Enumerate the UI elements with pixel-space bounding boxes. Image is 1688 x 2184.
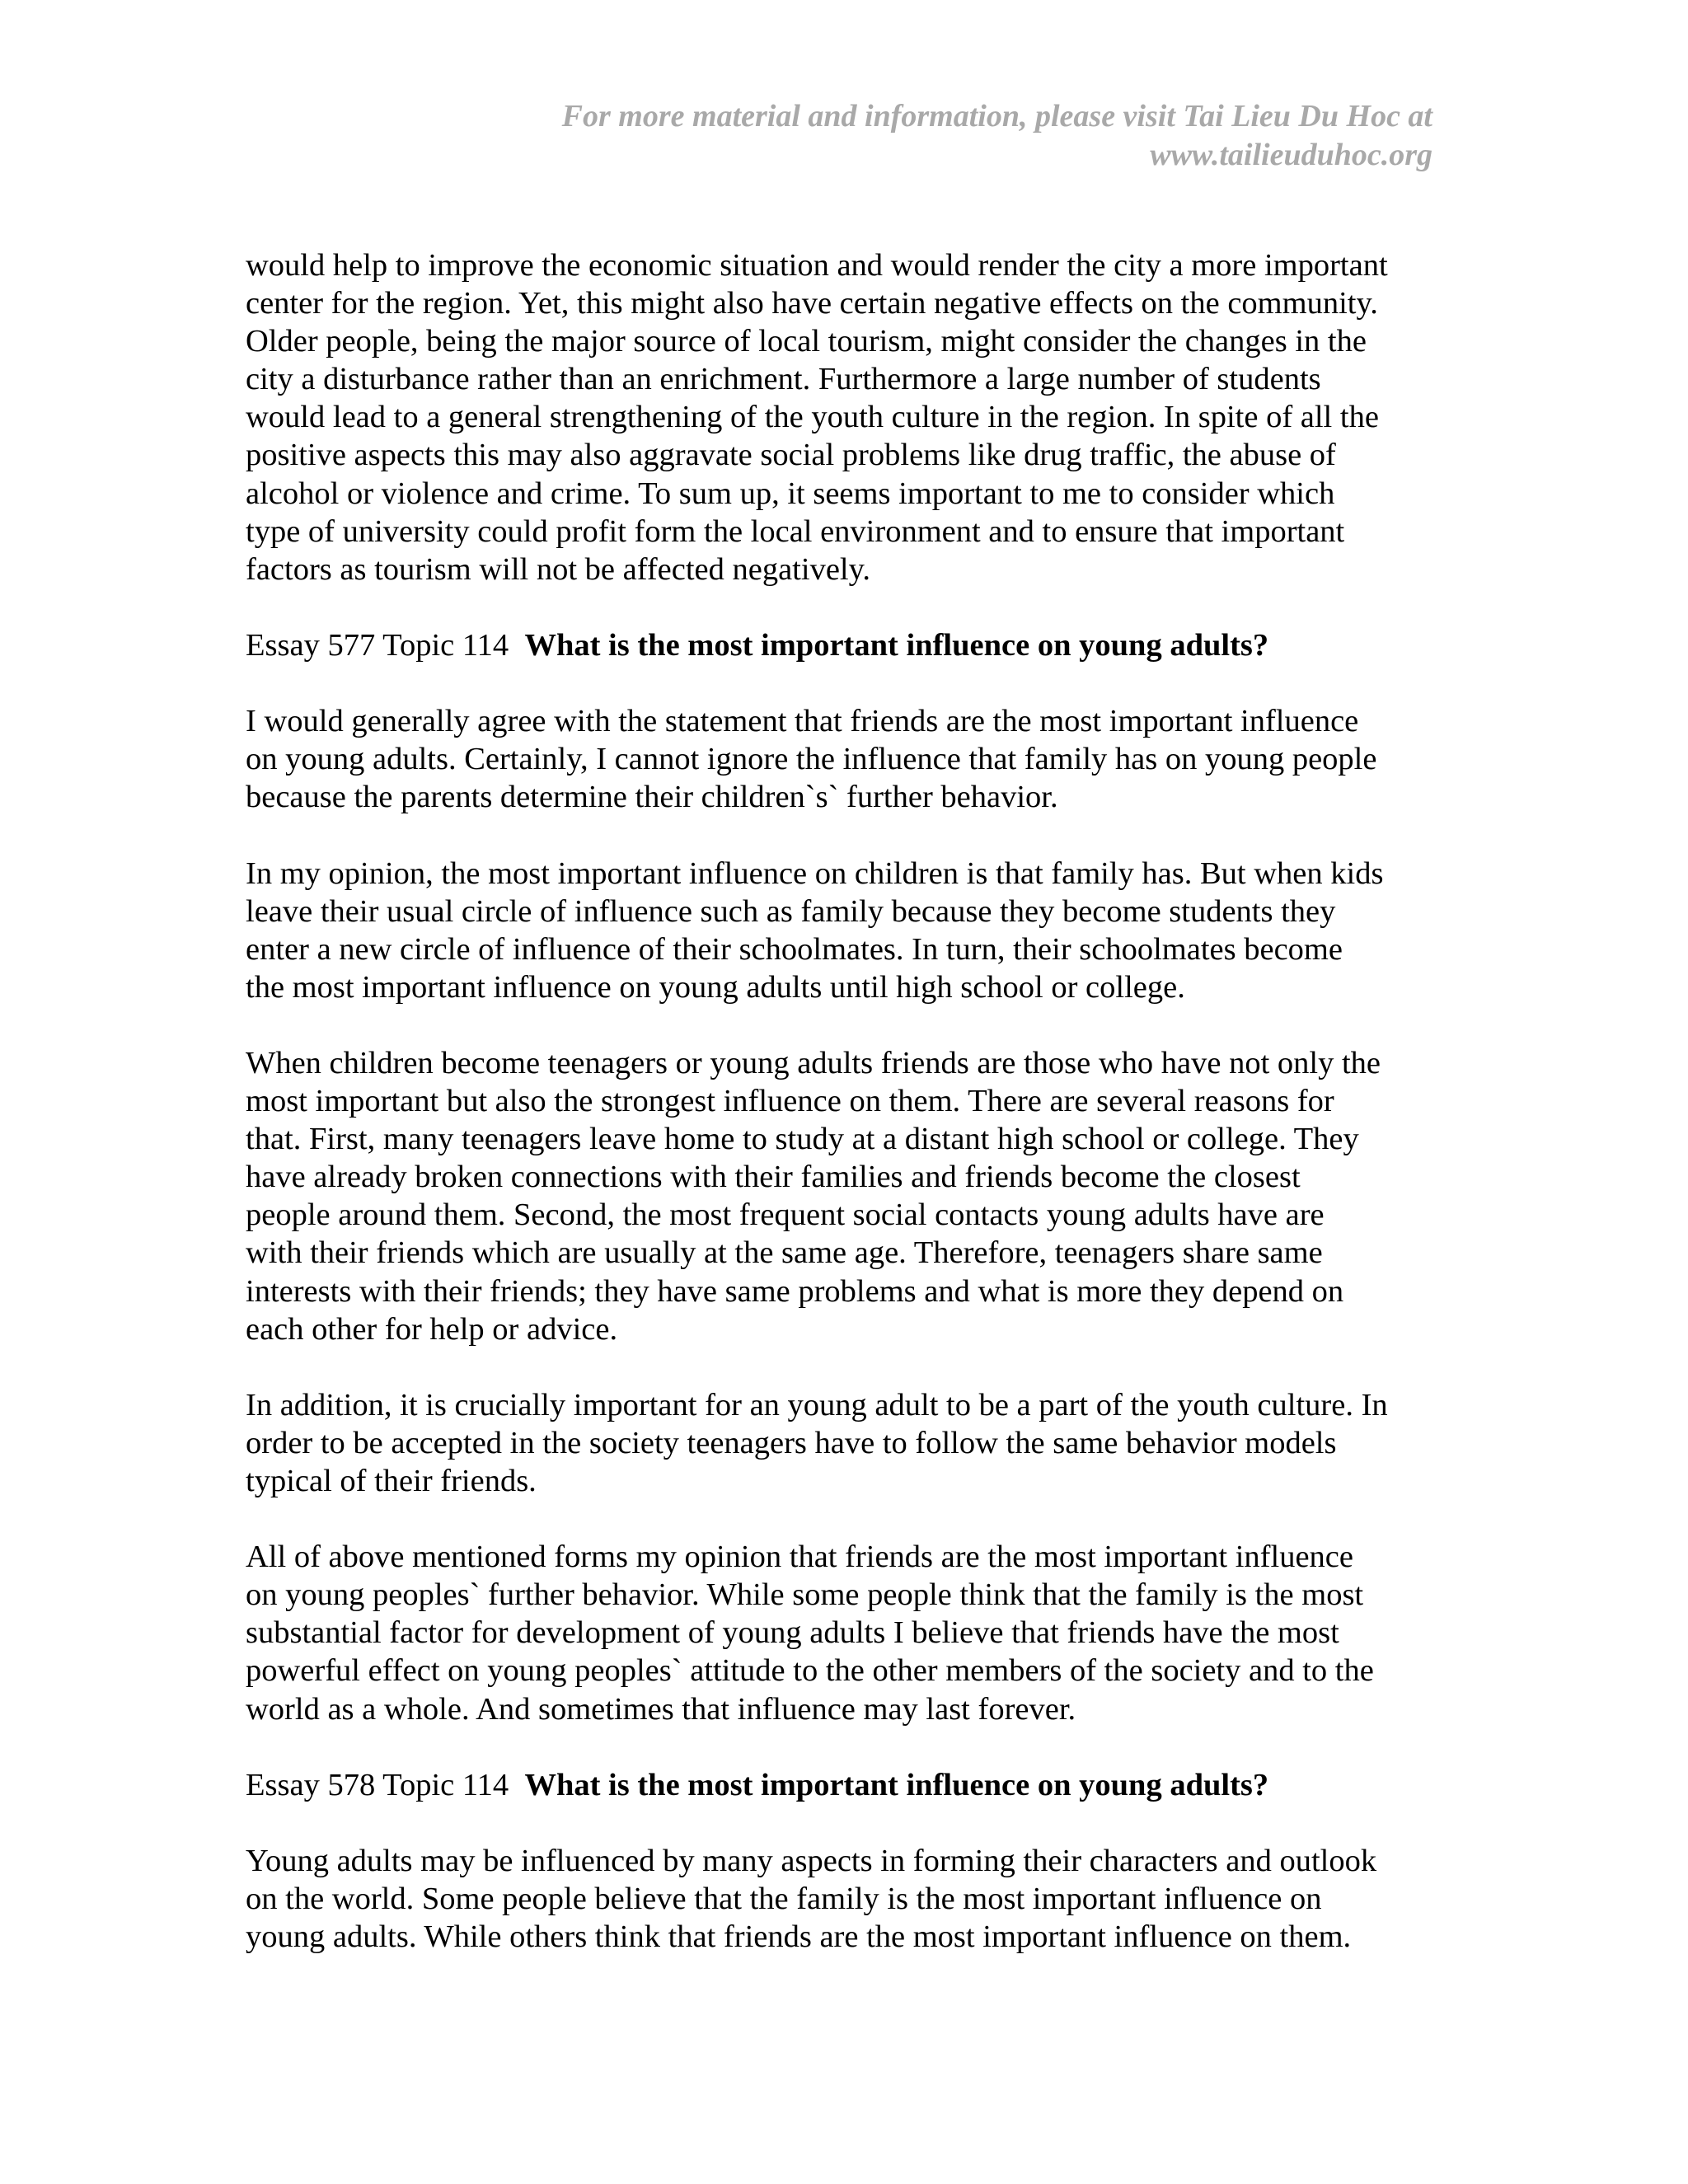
- text-line: each other for help or advice.: [246, 1311, 618, 1347]
- paragraph: [246, 1538, 1441, 1727]
- header-line-2: www.tailieuduhoc.org: [1150, 138, 1432, 172]
- paragraph: [246, 246, 1441, 588]
- text-line: city a disturbance rather than an enrichment. Furthermore a large number of students: [246, 362, 1321, 397]
- paragraph: [246, 1386, 1441, 1500]
- text-line: most important but also the strongest influence on them. There are several reasons for: [246, 1084, 1334, 1119]
- paragraph-gap: [246, 1500, 1441, 1538]
- paragraph-gap: [246, 664, 1441, 702]
- paragraph: [246, 702, 1441, 816]
- text-line: world as a whole. And sometimes that influence may last forever.: [246, 1691, 1076, 1727]
- text-line: interests with their friends; they have same problems and what is more they depend on: [246, 1273, 1344, 1309]
- text-line: In addition, it is crucially important for an young adult to be a part of the youth culture. In: [246, 1387, 1388, 1422]
- text-line: type of university could profit form the local environment and to ensure that important: [246, 513, 1345, 549]
- text-line: with their friends which are usually at the same age. Therefore, teenagers share same: [246, 1235, 1323, 1271]
- text-line: factors as tourism will not be affected negatively.: [246, 551, 870, 587]
- text-line: Young adults may be influenced by many aspects in forming their characters and outlook: [246, 1843, 1377, 1878]
- essay-title: What is the most important influence on young adults?: [524, 1767, 1269, 1802]
- text-line: I would generally agree with the statement that friends are the most important influence: [246, 704, 1359, 739]
- paragraph: [246, 1842, 1441, 1956]
- essay-label: Essay 577 Topic 114: [246, 627, 509, 663]
- text-line: on young adults. Certainly, I cannot ignore the influence that family has on young people: [246, 742, 1377, 777]
- paragraph-gap: [246, 816, 1441, 854]
- text-line: on the world. Some people believe that the family is the most important influence on: [246, 1882, 1322, 1917]
- text-line: powerful effect on young peoples` attitude to the other members of the society and to the: [246, 1653, 1374, 1689]
- text-line: order to be accepted in the society teenagers have to follow the same behavior models: [246, 1425, 1337, 1460]
- text-line: young adults. While others think that friends are the most important influence on them.: [246, 1919, 1352, 1955]
- text-line: substantial factor for development of young adults I believe that friends have the most: [246, 1615, 1339, 1651]
- essay-title: What is the most important influence on young adults?: [524, 627, 1269, 663]
- text-line: on young peoples` further behavior. While some people think that the family is the most: [246, 1577, 1364, 1613]
- text-line: the most important influence on young adults until high school or college.: [246, 969, 1185, 1005]
- text-line: center for the region. Yet, this might also have certain negative effects on the community.: [246, 286, 1378, 321]
- paragraph: [246, 1044, 1441, 1348]
- paragraph-gap: [246, 1804, 1441, 1842]
- page-header: [443, 97, 1432, 175]
- text-line: typical of their friends.: [246, 1464, 537, 1498]
- text-line: have already broken connections with their families and friends become the closest: [246, 1160, 1301, 1195]
- paragraph: [246, 855, 1441, 1006]
- text-line: leave their usual circle of influence such as family because they become students they: [246, 893, 1336, 929]
- text-line: In my opinion, the most important influence on children is that family has. But when kids: [246, 855, 1384, 891]
- text-line: that. First, many teenagers leave home to study at a distant high school or college. They: [246, 1122, 1359, 1157]
- paragraph-gap: [246, 1728, 1441, 1766]
- essay-heading: [246, 1766, 1441, 1804]
- text-line: positive aspects this may also aggravate social problems like drug traffic, the abuse of: [246, 438, 1336, 473]
- paragraph-gap: [246, 1348, 1441, 1386]
- text-line: When children become teenagers or young adults friends are those who have not only the: [246, 1045, 1381, 1080]
- essay-heading: [246, 626, 1441, 664]
- paragraph-gap: [246, 1006, 1441, 1044]
- text-line: Older people, being the major source of local tourism, might consider the changes in the: [246, 324, 1367, 359]
- text-line: All of above mentioned forms my opinion that friends are the most important influence: [246, 1540, 1353, 1575]
- text-line: would lead to a general strengthening of the youth culture in the region. In spite of all the: [246, 400, 1379, 435]
- paragraph-gap: [246, 588, 1441, 626]
- essay-label: Essay 578 Topic 114: [246, 1767, 509, 1802]
- document-body: [246, 246, 1441, 1956]
- text-line: because the parents determine their children`s` further behavior.: [246, 780, 1058, 815]
- text-line: alcohol or violence and crime. To sum up, it seems important to me to consider which: [246, 476, 1335, 511]
- header-line-1: For more material and information, please visit Tai Lieu Du Hoc at: [561, 99, 1432, 134]
- text-line: people around them. Second, the most frequent social contacts young adults have are: [246, 1197, 1325, 1233]
- text-line: enter a new circle of influence of their schoolmates. In turn, their schoolmates become: [246, 931, 1343, 967]
- text-line: would help to improve the economic situation and would render the city a more important: [246, 248, 1388, 283]
